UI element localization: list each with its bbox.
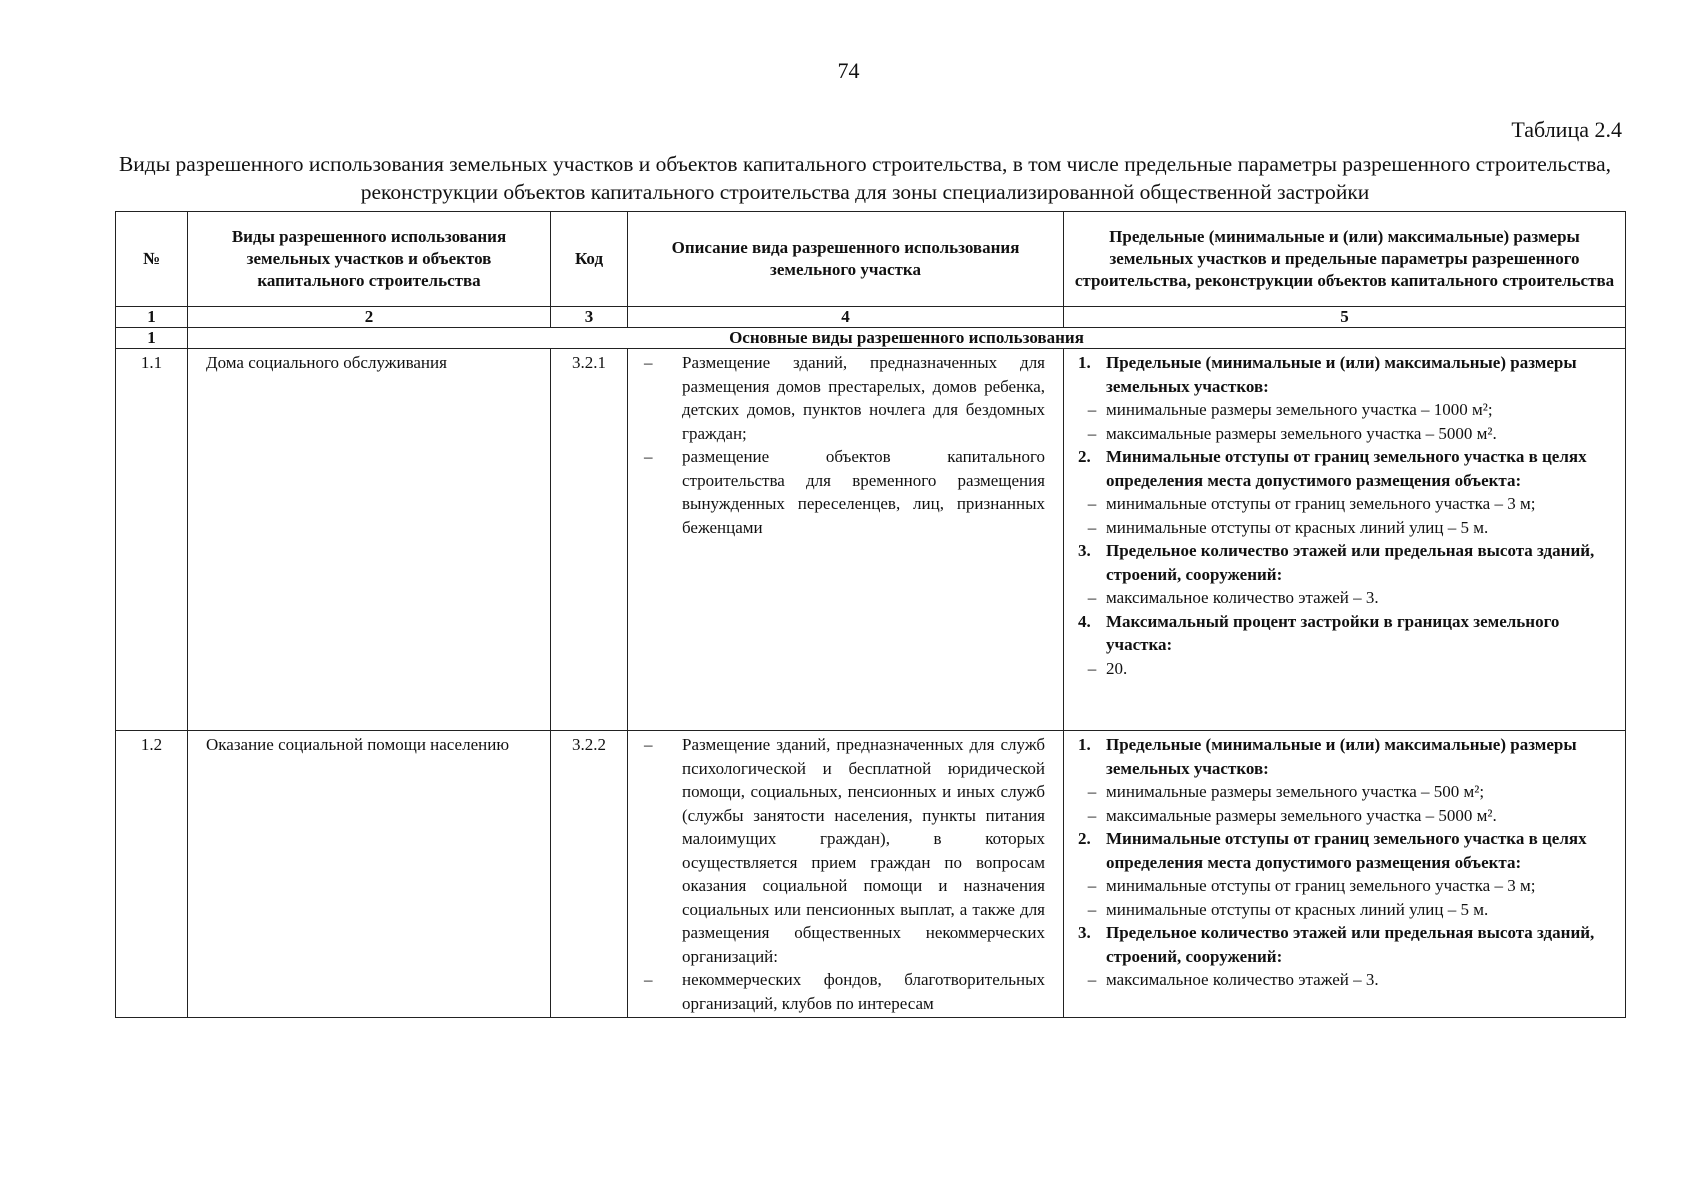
row-name: Оказание социальной помощи населению — [188, 731, 551, 1018]
param-line: – минимальные отступы от границ земельного участка – 3 м; — [1087, 494, 1536, 513]
param-line: – минимальные отступы от красных линий улиц – 5 м. — [1087, 899, 1489, 919]
section-label: Основные виды разрешенного использования — [188, 328, 1626, 349]
param-line: – максимальные размеры земельного участка – 5000 м². — [1087, 805, 1497, 825]
list-item-text: Размещение зданий, предназначенных для служб психологической и бесплатной юридической помощи, социальных, пенсионных и иных служб (службы занятости населения, пункты питания малоимущих граждан), в которых осуществляется прием граждан по вопросам оказания социальной помощи и назначения социальных или пенсионных выплат, а также для размещения общественных некоммерческих организаций: — [682, 735, 1045, 966]
param-heading: 1. Предельные (минимальные и (или) максимальные) размеры земельных участков: — [1078, 353, 1577, 396]
param-line: – минимальные отступы от границ земельного участка – 3 м; — [1087, 876, 1536, 895]
column-number-row — [116, 307, 1626, 328]
list-item-text: некоммерческих фондов, благотворительных организаций, клубов по интересам — [682, 970, 1045, 1013]
table-label: Таблица 2.4 — [1511, 117, 1622, 142]
header-description: Описание вида разрешенного использования земельного участка — [628, 212, 1064, 307]
dash-marker: – — [644, 735, 653, 754]
header-num: № — [116, 212, 188, 307]
param-line: – максимальное количество этажей – 3. — [1087, 588, 1379, 607]
header-type: Виды разрешенного использования земельных участков и объектов капитального строительства — [188, 212, 551, 307]
list-item — [644, 351, 1045, 445]
page-number: 74 — [837, 58, 860, 83]
row-code: 3.2.1 — [551, 349, 628, 731]
column-number: 5 — [1064, 307, 1626, 328]
param-heading: 3. Предельное количество этажей или предельная высота зданий, строений, сооружений: — [1078, 923, 1595, 966]
param-line: – максимальные размеры земельного участка – 5000 м². — [1087, 423, 1497, 443]
row-num: 1.2 — [116, 731, 188, 1018]
param-line: – максимальное количество этажей – 3. — [1087, 970, 1379, 989]
dash-marker: – — [644, 970, 653, 989]
list-item-text: размещение объектов капитального строительства для временного размещения вынужденных переселенцев, лиц, признанных беженцами — [682, 447, 1045, 537]
column-number: 1 — [116, 307, 188, 328]
zoning-table — [115, 211, 1626, 1018]
column-number: 2 — [188, 307, 551, 328]
header-params: Предельные (минимальные и (или) максимальные) размеры земельных участков и предельные параметры разрешенного строительства, реконструкции объектов капитального строительства — [1064, 212, 1626, 307]
list-item — [644, 968, 1045, 1015]
list-item — [644, 445, 1045, 539]
dash-marker: – — [644, 447, 653, 466]
row-description — [628, 349, 1064, 731]
dash-marker: – — [644, 353, 653, 372]
param-line: – минимальные отступы от красных линий улиц – 5 м. — [1087, 517, 1489, 537]
column-number: 3 — [551, 307, 628, 328]
header-row — [116, 212, 1626, 307]
param-heading: 2. Минимальные отступы от границ земельного участка в целях определения места допустимого размещения объекта: — [1078, 447, 1587, 490]
table-row — [116, 349, 1626, 731]
param-line: – минимальные размеры земельного участка – 1000 м²; — [1087, 400, 1493, 419]
list-item — [644, 733, 1045, 968]
param-heading: 4. Максимальный процент застройки в границах земельного участка: — [1078, 611, 1560, 654]
param-heading: 2. Минимальные отступы от границ земельного участка в целях определения места допустимого размещения объекта: — [1078, 829, 1587, 872]
param-line: – минимальные размеры земельного участка – 500 м²; — [1087, 782, 1485, 801]
row-params — [1064, 349, 1626, 731]
row-num: 1.1 — [116, 349, 188, 731]
header-code: Код — [551, 212, 628, 307]
param-heading: 3. Предельное количество этажей или предельная высота зданий, строений, сооружений: — [1078, 541, 1595, 584]
row-code: 3.2.2 — [551, 731, 628, 1018]
column-number: 4 — [628, 307, 1064, 328]
section-row — [116, 328, 1626, 349]
row-name: Дома социального обслуживания — [188, 349, 551, 731]
param-heading: 1. Предельные (минимальные и (или) максимальные) размеры земельных участков: — [1078, 735, 1577, 778]
section-num: 1 — [116, 328, 188, 349]
table-title: Виды разрешенного использования земельных участков и объектов капитального строительства, в том числе предельные параметры разрешенного строительства, реконструкции объектов капитального строительства для зоны специализированной общественной застройки — [118, 152, 1612, 204]
table-row — [116, 731, 1626, 1018]
param-line: – 20. — [1087, 658, 1128, 678]
row-params — [1064, 731, 1626, 1018]
row-description — [628, 731, 1064, 1018]
list-item-text: Размещение зданий, предназначенных для размещения домов престарелых, домов ребенка, детских домов, пунктов ночлега для бездомных граждан; — [682, 353, 1045, 443]
